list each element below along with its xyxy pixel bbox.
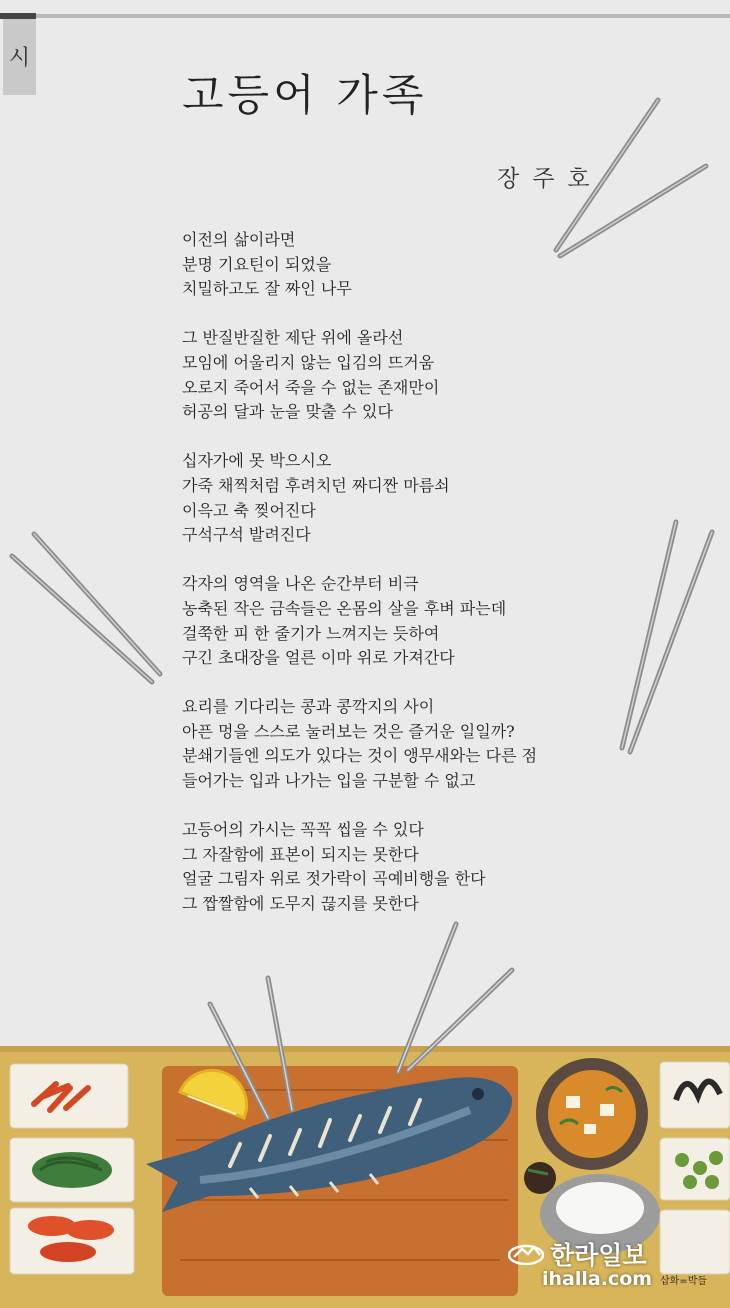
side-dish-right-1 [660,1062,730,1128]
poem-stanza [182,228,582,302]
side-dish-right-2 [660,1138,730,1200]
poem-line: 오로지 죽어서 죽을 수 없는 존재만이 [182,377,440,397]
poem-line: 걸쭉한 피 한 줄기가 느껴지는 듯하여 [182,623,440,643]
poem-line: 가죽 채찍처럼 후려치던 짜디짠 마름쇠 [182,475,450,495]
poem-line: 농축된 작은 금속들은 온몸의 살을 후벼 파는데 [182,598,507,618]
side-dish-left-3 [10,1208,134,1274]
brand-logo-block [506,1236,721,1296]
poem-line: 그 자잘함에 표본이 되지는 못한다 [182,844,419,864]
poem-line: 구긴 초대장을 얼른 이마 위로 가져간다 [182,648,455,668]
poem-stanza [182,818,582,916]
poem-line: 구석구석 발려진다 [182,525,311,545]
side-dish-left-2 [10,1138,134,1202]
poem-line: 이전의 삶이라면 [182,230,296,249]
poem-line: 얼굴 그림자 위로 젓가락이 곡예비행을 한다 [182,869,486,889]
sauce-dish-icon [524,1162,556,1194]
poem-line: 요리를 기다리는 콩과 콩깍지의 사이 [182,697,435,717]
poem-line: 그 짭짤함에 도무지 끊지를 못한다 [182,894,419,914]
halla-logo-icon [508,1241,544,1265]
brand-url: ihalla.com [542,1268,653,1290]
poem-line: 아픈 멍을 스스로 눌러보는 것은 즐거운 일일까? [182,721,515,741]
illustration-credit: 삽화=박들 [660,1276,708,1287]
stew-bowl-icon [536,1058,648,1170]
poem-line: 모임에 어울리지 않는 입김의 뜨거움 [182,352,435,372]
section-label: 시 [8,46,31,71]
poem-author: 장주호 [497,166,603,192]
poem-title: 고등어 가족 [182,71,428,121]
side-dish-left-1 [10,1064,128,1128]
poem-line: 이윽고 축 찢어진다 [182,500,316,520]
poem-line: 분쇄기들엔 의도가 있다는 것이 앵무새와는 다른 점 [182,746,538,766]
poem-stanza [182,449,582,547]
poem-stanza [182,326,582,424]
poem-line: 고등어의 가시는 꼭꼭 씹을 수 있다 [182,820,424,840]
brand-name: 한라일보 [550,1241,647,1270]
chopsticks-right-icon [622,522,712,752]
poem-line: 치밀하고도 잘 짜인 나무 [182,279,352,299]
poem-stanza [182,695,582,793]
chopsticks-left-icon [12,534,160,682]
poem-line: 십자가에 못 박으시오 [182,451,332,471]
poem-line: 그 반질반질한 제단 위에 올라선 [182,328,404,348]
poem-body [182,228,582,941]
poem-line: 분명 기요틴이 되었을 [182,254,332,274]
poem-stanza [182,572,582,670]
poem-line: 들어가는 입과 나가는 입을 구분할 수 없고 [182,771,476,791]
poem-line: 각자의 영역을 나온 순간부터 비극 [182,574,419,594]
poem-line: 허공의 달과 눈을 맞출 수 있다 [182,402,393,422]
